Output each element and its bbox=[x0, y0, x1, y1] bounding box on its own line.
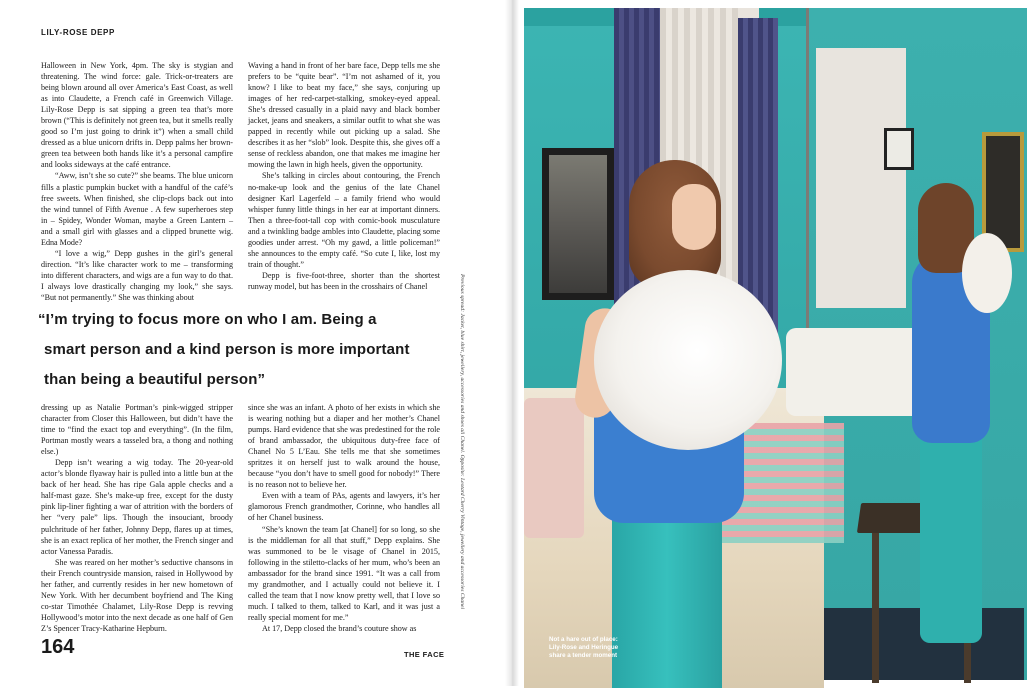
caption-line: Lily-Rose and Heringue bbox=[549, 644, 619, 651]
reflection-rabbit bbox=[962, 233, 1012, 313]
pull-quote-line: than being a beautiful person” bbox=[44, 371, 266, 388]
caption-line: share a tender moment bbox=[549, 652, 618, 659]
column-c bbox=[41, 402, 233, 650]
caption-line: Not a hare out of place: bbox=[549, 636, 618, 643]
paragraph: “She’s known the team [at Chanel] for so long, so she is the middleman for all that stuff,” Depp explains. She was summoned to be le visage of Chanel in 2015, following in the stiletto-clacks of her mum, who’s been an ambassador for the brand since 1991. “It was a call from my grandmother, and I actually could not believe it. I called the team that I now know pretty well, that I love so much. I talked to them, talked to Karl, and it was just a really special moment for me.” bbox=[248, 524, 440, 622]
paragraph: Halloween in New York, 4pm. The sky is stygian and threatening. The wind force: gale. Trick-or-treaters are being blown around all over America’s East Coast, as well as into Claudette, a French café in Greenwich Village. Lily-Rose Depp is sat sipping a green tea that’s more brown (“This is definitely not green tea, but it smells really good so I’m just going to drink it”) when a small child dressed as a blue unicorn drifts in. Depp palms her brown-green tea between both hands like it’s a personal campfire and looks sideways at the café entrance. bbox=[41, 61, 233, 170]
left-page bbox=[0, 0, 512, 686]
column-d bbox=[248, 402, 440, 650]
pull-quote-line: smart person and a kind person is more important bbox=[44, 341, 410, 358]
column-b bbox=[248, 60, 440, 296]
mirror-reflection-door bbox=[816, 48, 906, 308]
pull-quote bbox=[38, 305, 453, 395]
framed-picture bbox=[542, 148, 614, 300]
spread-gutter bbox=[505, 0, 519, 686]
paragraph: At 17, Depp closed the brand’s couture show as bbox=[262, 623, 417, 633]
mirror-reflection-model bbox=[894, 183, 994, 653]
paragraph: Depp isn’t wearing a wig today. The 20-year-old actor’s blonde flyaway hair is pulled into a little bun at the back of her head. She has ripe Gala apple checks and a half-mast gaze. She’s make-up free, except for the dusty pink lip-liner fighting a war of attrition with the borders of her “very pale” lips. Though the insouciant, broody pulchritude of her father, Johnny Depp, flares up at times, she is an exact replica of her mother, the French singer and actor Vanessa Paradis. bbox=[41, 458, 233, 556]
model-face bbox=[672, 184, 716, 250]
small-frame bbox=[884, 128, 914, 170]
paragraph: “I love a wig,” Depp gushes in the girl’s general direction. “It’s like character work to me – transforming into different characters, and wigs are a fun way to do that. I always love drastically changing my look,” she says. “But not permanently.” She was thinking about bbox=[41, 248, 233, 302]
paragraph: since she was an infant. A photo of her exists in which she is wearing nothing but a diaper and her mother’s Chanel pumps. Hard evidence that she was predestined for the role of brand ambassador, the ubiquitous duty-free face of Chanel No 5 L’Eau. She tells me that she sometimes spritzes it on herself just to walk around the house, because “you don’t have to smell good for nobody!” There is no reason not to believe her. bbox=[248, 403, 440, 490]
paragraph: dressing up as Natalie Portman’s pink-wigged stripper character from Closer this Halloween, but didn’t have the time to “find the exact top and everything”. (In the film, Portman mostly wears a tasseled bra, a thong and nothing else.) bbox=[41, 403, 233, 457]
white-rabbit bbox=[594, 270, 782, 450]
paragraph: She was reared on her mother’s seductive chansons in their French countryside mansion, raised in Hollywood by her father, and currently resides in her new hometown of New York. With her decumbent boyfriend and The King co-star Timothée Chalamet, Lily-Rose Depp is revving Hollywood’s motor into the next decade as one half of Gen Z’s Spencer Tracy-Katharine Hepburn. bbox=[41, 557, 233, 633]
paragraph: Even with a team of PAs, agents and lawyers, it’s her glamorous French grandmother, Corinne, who handles all of her Chanel business. bbox=[248, 491, 440, 523]
page-number: 164 bbox=[41, 636, 75, 658]
column-a bbox=[41, 60, 233, 302]
photo-caption bbox=[549, 636, 649, 660]
editorial-photo bbox=[524, 8, 1024, 680]
table-leg bbox=[872, 533, 879, 683]
magazine-name: THE FACE bbox=[404, 650, 445, 659]
paragraph: Depp is five-foot-three, shorter than the shortest runway model, but has been in the crosshairs of Chanel bbox=[248, 270, 440, 291]
pull-quote-line: “I’m trying to focus more on who I am. Being a bbox=[38, 311, 377, 328]
paragraph: Waving a hand in front of her bare face, Depp tells me she prefers to be “quite bear”. “I’m not ashamed of it, you know? I like to beat my face,” she says, conjuring up images of her red-carpet-stalking, smokey-eyed appeal. She’s dressed casually in a plaid navy and black bomber jacket, jeans and sneakers, a similar outfit to what she was papped in recently while out picking up a salad. She describes it as her “slob” look. Despite this, she gives off a sense of reckless abandon, one that makes me imagine her mowing the lawn in high heels, given the opportunity. bbox=[248, 61, 440, 170]
running-head: LILY-ROSE DEPP bbox=[41, 28, 115, 37]
reflection-legs bbox=[920, 423, 982, 643]
photo-credit-vertical: Previous spread: Jacket, blue shirt, jewellery, accessories and shoes all Chanel. Opposite: Leotard Cherry Vintage, jewellery and accessories Chanel bbox=[459, 274, 465, 609]
pillow-left bbox=[524, 398, 584, 538]
paragraph: She’s talking in circles about contouring, the French no-make-up look and the genius of the late Chanel designer Karl Lagerfeld – a family friend who would whisper funny little things in her ear at important dinners. Then a three-foot-tall cop with comic-book musculature and a twinkling badge ambles into Claudette, placing some goodies under arrest. “Oh my gawd, a little policeman!” she announces to the empty café. “So cute I, like, lost my train of thought.” bbox=[248, 171, 440, 269]
paragraph: “Aww, isn’t she so cute?” she beams. The blue unicorn fills a plastic pumpkin bucket with a handful of the café’s free sweets. When finished, she clip-clops back out into the wind tunnel of Fifth Avenue . A few superheroes step in – Spidey, Wonder Woman, maybe a Green Lantern – and a small girl with glasses and a clipped brunette wig. Edna Mode? bbox=[41, 171, 233, 247]
